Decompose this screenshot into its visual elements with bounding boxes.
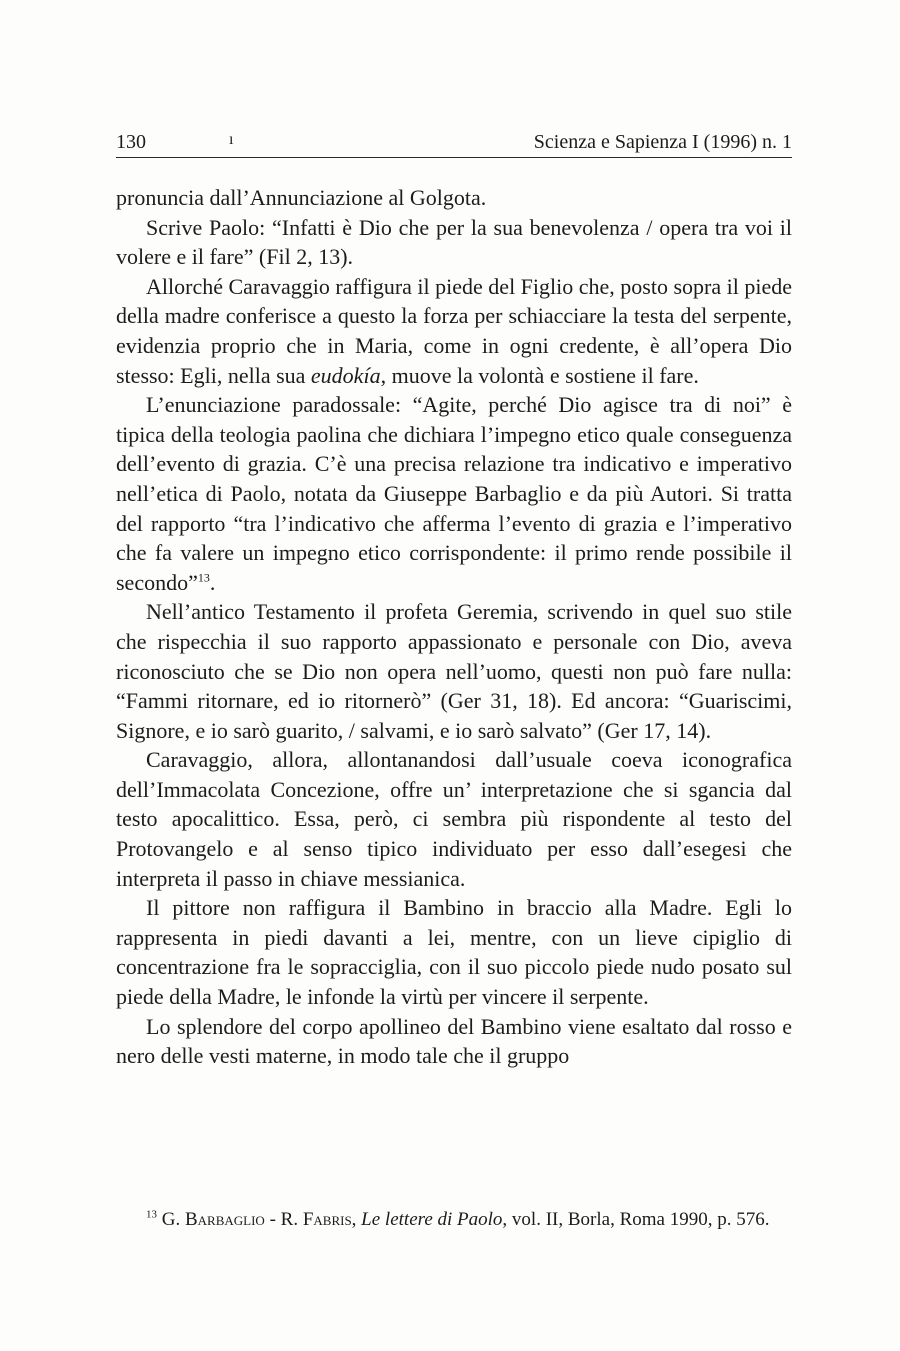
paragraph: Scrive Paolo: “Infatti è Dio che per la sua benevolenza / opera tra voi il volere e il fare” (Fil 2, 13).	[116, 214, 792, 270]
paragraph: Lo splendore del corpo apollineo del Bambino viene esaltato dal rosso e nero delle vesti materne, in modo tale che il gruppo	[116, 1013, 792, 1069]
running-header	[116, 131, 792, 158]
paragraph-text: .	[209, 569, 216, 595]
footnote-text: $^{13}$ G. Barbaglio - R. Fabris, Le lettere di Paolo, vol. II, Borla, Roma 1990, p. 576.	[146, 1208, 770, 1230]
body-text	[116, 183, 792, 1071]
header-mark: ı	[229, 131, 234, 148]
footnote-author: G. Barbaglio	[161, 1209, 265, 1230]
footnote	[116, 1205, 792, 1234]
footnote-author: R. Fabris	[280, 1209, 352, 1230]
paragraph	[116, 272, 792, 390]
footnote-details: , vol. II, Borla, Roma 1990, p. 576.	[502, 1209, 770, 1230]
paragraph-text: Allorché Caravaggio raffigura il piede del Figlio che, posto sopra il piede della madre conferisce a questo la forza per schiacciare la testa del serpente, evidenzia proprio che in Maria, come in ogni credente, è all’opera Dio stesso: Egli, nella sua	[116, 273, 792, 388]
journal-title: Scienza e Sapienza I (1996) n. 1	[533, 131, 792, 153]
paragraph: Nell’antico Testamento il profeta Geremia, scrivendo in quel suo stile che rispecchia il suo rapporto appassionato e personale con Dio, aveva riconosciuto che se Dio non opera nell’uomo, questi non può fare nulla: “Fammi ritornare, ed io ritornerò” (Ger 31, 18). Ed ancora: “Guariscimi, Signore, e io sarò guarito, / salvami, e io sarò salvato” (Ger 17, 14).	[116, 599, 792, 743]
paragraph: Il pittore non raffigura il Bambino in braccio alla Madre. Egli lo rappresenta in piedi davanti a lei, mentre, con un lieve cipiglio di concentrazione fra le sopracciglia, con il suo piccolo piede nudo posato sul piede della Madre, le infonde la virtù per vincere il serpente.	[116, 895, 792, 1010]
footnote-title: Le lettere di Paolo	[361, 1209, 503, 1230]
footnote-separator: -	[264, 1209, 281, 1230]
footnote-ref[interactable]: 13	[197, 570, 210, 585]
paragraph-text: , muove la volontà e sostiene il fare.	[380, 362, 699, 388]
paragraph: pronuncia dall’Annunciazione al Golgota.	[116, 185, 487, 210]
paragraph	[116, 390, 792, 597]
greek-term: eudokía	[310, 362, 381, 388]
page-number: 130	[116, 131, 146, 153]
paragraph: Caravaggio, allora, allontanandosi dall’usuale coeva iconografica dell’Immacolata Concezione, offre un’ interpretazione che si sgancia dal testo apocalittico. Essa, però, ci sembra più rispondente al testo del Protovangelo e al senso tipico individuato per esso dall’esegesi che interpreta il passo in chiave messianica.	[116, 747, 792, 891]
footnote-number: 13	[146, 1208, 157, 1221]
paragraph-text: L’enunciazione paradossale: “Agite, perché Dio agisce tra di noi” è tipica della teologia paolina che dichiara l’impegno etico quale conseguenza dell’evento di grazia. C’è una precisa relazione tra indicativo e imperativo nell’etica di Paolo, notata da Giuseppe Barbaglio e da più Autori. Si tratta del rapporto “tra l’indicativo che afferma l’evento di grazia e l’imperativo che fa valere un impegno etico corrispondente: il primo rende possibile il secondo”	[116, 392, 792, 595]
